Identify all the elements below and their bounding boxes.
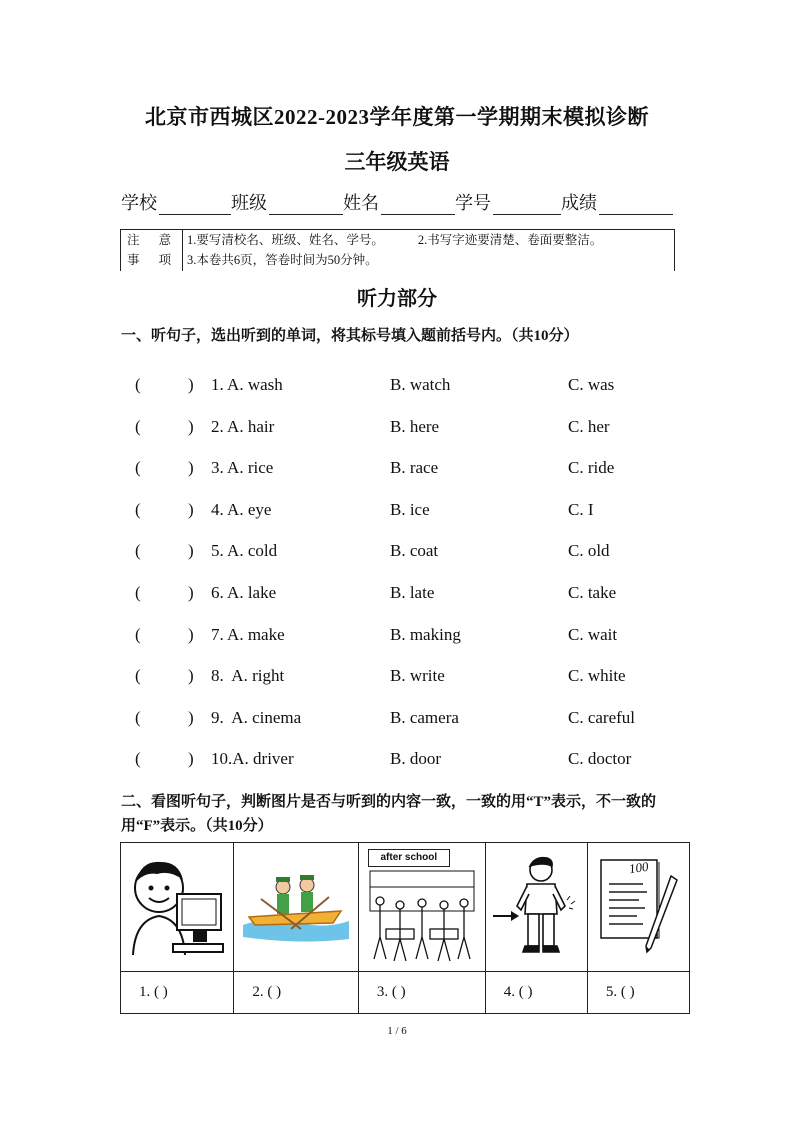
question-row bbox=[0, 625, 794, 649]
option-c: C. take bbox=[568, 583, 617, 602]
option-c: C. white bbox=[568, 666, 626, 686]
blank-line[interactable] bbox=[159, 194, 231, 215]
answer-bracket-open[interactable]: ( bbox=[135, 749, 141, 769]
picture-after-school bbox=[358, 843, 485, 972]
picture-rowing-boat bbox=[234, 843, 359, 972]
question-row bbox=[0, 417, 794, 441]
info-label: 学号 bbox=[455, 193, 491, 213]
part1-instruction: 一、听句子，选出听到的单词，将其标号填入题前括号内。（共10分） bbox=[121, 328, 579, 344]
page-subtitle: 三年级英语 bbox=[344, 150, 450, 174]
option-a: 5. A. cold bbox=[211, 541, 278, 561]
answer-cell[interactable]: 5. ( ) bbox=[587, 972, 689, 1014]
option-c: C. old bbox=[568, 541, 610, 561]
answer-bracket-close[interactable]: ) bbox=[188, 666, 194, 686]
blank-line[interactable] bbox=[493, 194, 561, 215]
answer-cell[interactable]: 1. ( ) bbox=[121, 972, 234, 1014]
option-b: B. door bbox=[390, 749, 441, 769]
answer-bracket-close[interactable]: ) bbox=[188, 624, 194, 644]
blank-line[interactable] bbox=[599, 194, 673, 215]
picture-table bbox=[120, 842, 690, 1014]
question-row bbox=[0, 666, 794, 690]
answer-cell[interactable]: 4. ( ) bbox=[485, 972, 587, 1014]
answer-bracket-open[interactable]: ( bbox=[135, 499, 141, 519]
option-b: B. ice bbox=[390, 499, 430, 519]
rowing-boat-icon bbox=[241, 865, 351, 945]
answer-bracket-close[interactable]: ) bbox=[188, 749, 194, 769]
option-a: 3. A. rice bbox=[211, 458, 274, 478]
question-row bbox=[0, 583, 794, 607]
question-row bbox=[0, 541, 794, 565]
option-c: C. ride bbox=[568, 458, 615, 478]
info-label: 姓名 bbox=[343, 193, 379, 213]
option-a: 2. A. hair bbox=[211, 416, 275, 436]
info-field-student-id bbox=[455, 189, 561, 215]
option-b: B. late bbox=[390, 583, 435, 602]
answer-bracket-open[interactable]: ( bbox=[135, 375, 141, 394]
answer-bracket-close[interactable]: ) bbox=[188, 583, 194, 602]
option-b: B. here bbox=[390, 416, 440, 436]
blank-line[interactable] bbox=[269, 194, 343, 215]
info-label: 班级 bbox=[231, 193, 267, 213]
answer-bracket-close[interactable]: ) bbox=[188, 499, 194, 519]
answer-bracket-close[interactable]: ) bbox=[188, 458, 194, 478]
answer-bracket-open[interactable]: ( bbox=[135, 541, 141, 561]
option-c: C. wait bbox=[568, 624, 618, 644]
classroom-scene-icon bbox=[366, 867, 478, 967]
info-label: 学校 bbox=[121, 193, 157, 213]
note-item: 2.书写字迹要清楚、卷面要整洁。 bbox=[417, 233, 603, 247]
answer-bracket-open[interactable]: ( bbox=[135, 583, 141, 602]
option-b: B. making bbox=[390, 624, 461, 644]
picture-test-paper bbox=[587, 843, 689, 972]
option-a: 8. A. right bbox=[211, 666, 285, 686]
answer-cell[interactable]: 3. ( ) bbox=[358, 972, 485, 1014]
page-title: 北京市西城区2022-2023学年度第一学期期末模拟诊断 bbox=[145, 105, 649, 129]
option-a: 6. A. lake bbox=[211, 583, 277, 602]
info-field-class bbox=[231, 189, 343, 215]
option-c: C. her bbox=[568, 416, 610, 436]
after-school-caption: after school bbox=[368, 849, 450, 867]
option-b: B. write bbox=[390, 666, 445, 686]
option-c: C. I bbox=[568, 499, 594, 519]
info-field-school bbox=[121, 189, 231, 215]
answer-bracket-close[interactable]: ) bbox=[188, 541, 194, 561]
option-c: C. careful bbox=[568, 707, 636, 727]
question-row bbox=[0, 375, 794, 399]
boy-computer-icon bbox=[127, 850, 227, 960]
answer-bracket-open[interactable]: ( bbox=[135, 707, 141, 727]
note-item: 1.要写清校名、班级、姓名、学号。 bbox=[187, 233, 384, 247]
notes-heading bbox=[121, 230, 183, 271]
answer-bracket-open[interactable]: ( bbox=[135, 416, 141, 436]
note-item: 3.本卷共6页，答卷时间为50分钟。 bbox=[187, 253, 378, 267]
answer-bracket-close[interactable]: ) bbox=[188, 707, 194, 727]
boy-standing-icon bbox=[491, 850, 581, 960]
option-b: B. watch bbox=[390, 375, 451, 394]
section-title: 听力部分 bbox=[357, 288, 437, 310]
score-label: 100 bbox=[628, 858, 650, 877]
option-c: C. was bbox=[568, 375, 615, 394]
option-c: C. doctor bbox=[568, 749, 632, 769]
info-field-name bbox=[343, 189, 455, 215]
notes-heading-line: 事 项 bbox=[127, 253, 180, 267]
option-a: 4. A. eye bbox=[211, 499, 272, 519]
notes-box bbox=[120, 229, 675, 271]
option-a: 1. A. wash bbox=[211, 375, 283, 394]
student-info-row bbox=[121, 189, 681, 215]
option-b: B. coat bbox=[390, 541, 439, 561]
blank-line[interactable] bbox=[381, 194, 455, 215]
notes-body bbox=[183, 230, 674, 271]
page-number: 1 / 6 bbox=[387, 1025, 407, 1037]
option-a: 7. A. make bbox=[211, 624, 285, 644]
picture-boy-standing bbox=[485, 843, 587, 972]
option-a: 9. A. cinema bbox=[211, 707, 302, 727]
question-row bbox=[0, 458, 794, 482]
answer-bracket-close[interactable]: ) bbox=[188, 375, 194, 394]
answer-bracket-close[interactable]: ) bbox=[188, 416, 194, 436]
info-label: 成绩 bbox=[561, 193, 597, 213]
answer-bracket-open[interactable]: ( bbox=[135, 624, 141, 644]
option-b: B. camera bbox=[390, 707, 459, 727]
picture-boy-computer bbox=[121, 843, 234, 972]
notes-heading-line: 注 意 bbox=[127, 233, 180, 247]
question-row bbox=[0, 708, 794, 732]
part2-instruction: 二、看图听句子，判断图片是否与听到的内容一致，一致的用“T”表示，不一致的用“F”表示。（共10分） bbox=[121, 794, 657, 834]
question-row bbox=[0, 749, 794, 773]
answer-cell[interactable]: 2. ( ) bbox=[234, 972, 359, 1014]
answer-bracket-open[interactable]: ( bbox=[135, 458, 141, 478]
option-b: B. race bbox=[390, 458, 439, 478]
option-a: 10.A. driver bbox=[211, 749, 294, 769]
info-field-score bbox=[561, 189, 673, 215]
question-row bbox=[0, 500, 794, 524]
answer-bracket-open[interactable]: ( bbox=[135, 666, 141, 686]
